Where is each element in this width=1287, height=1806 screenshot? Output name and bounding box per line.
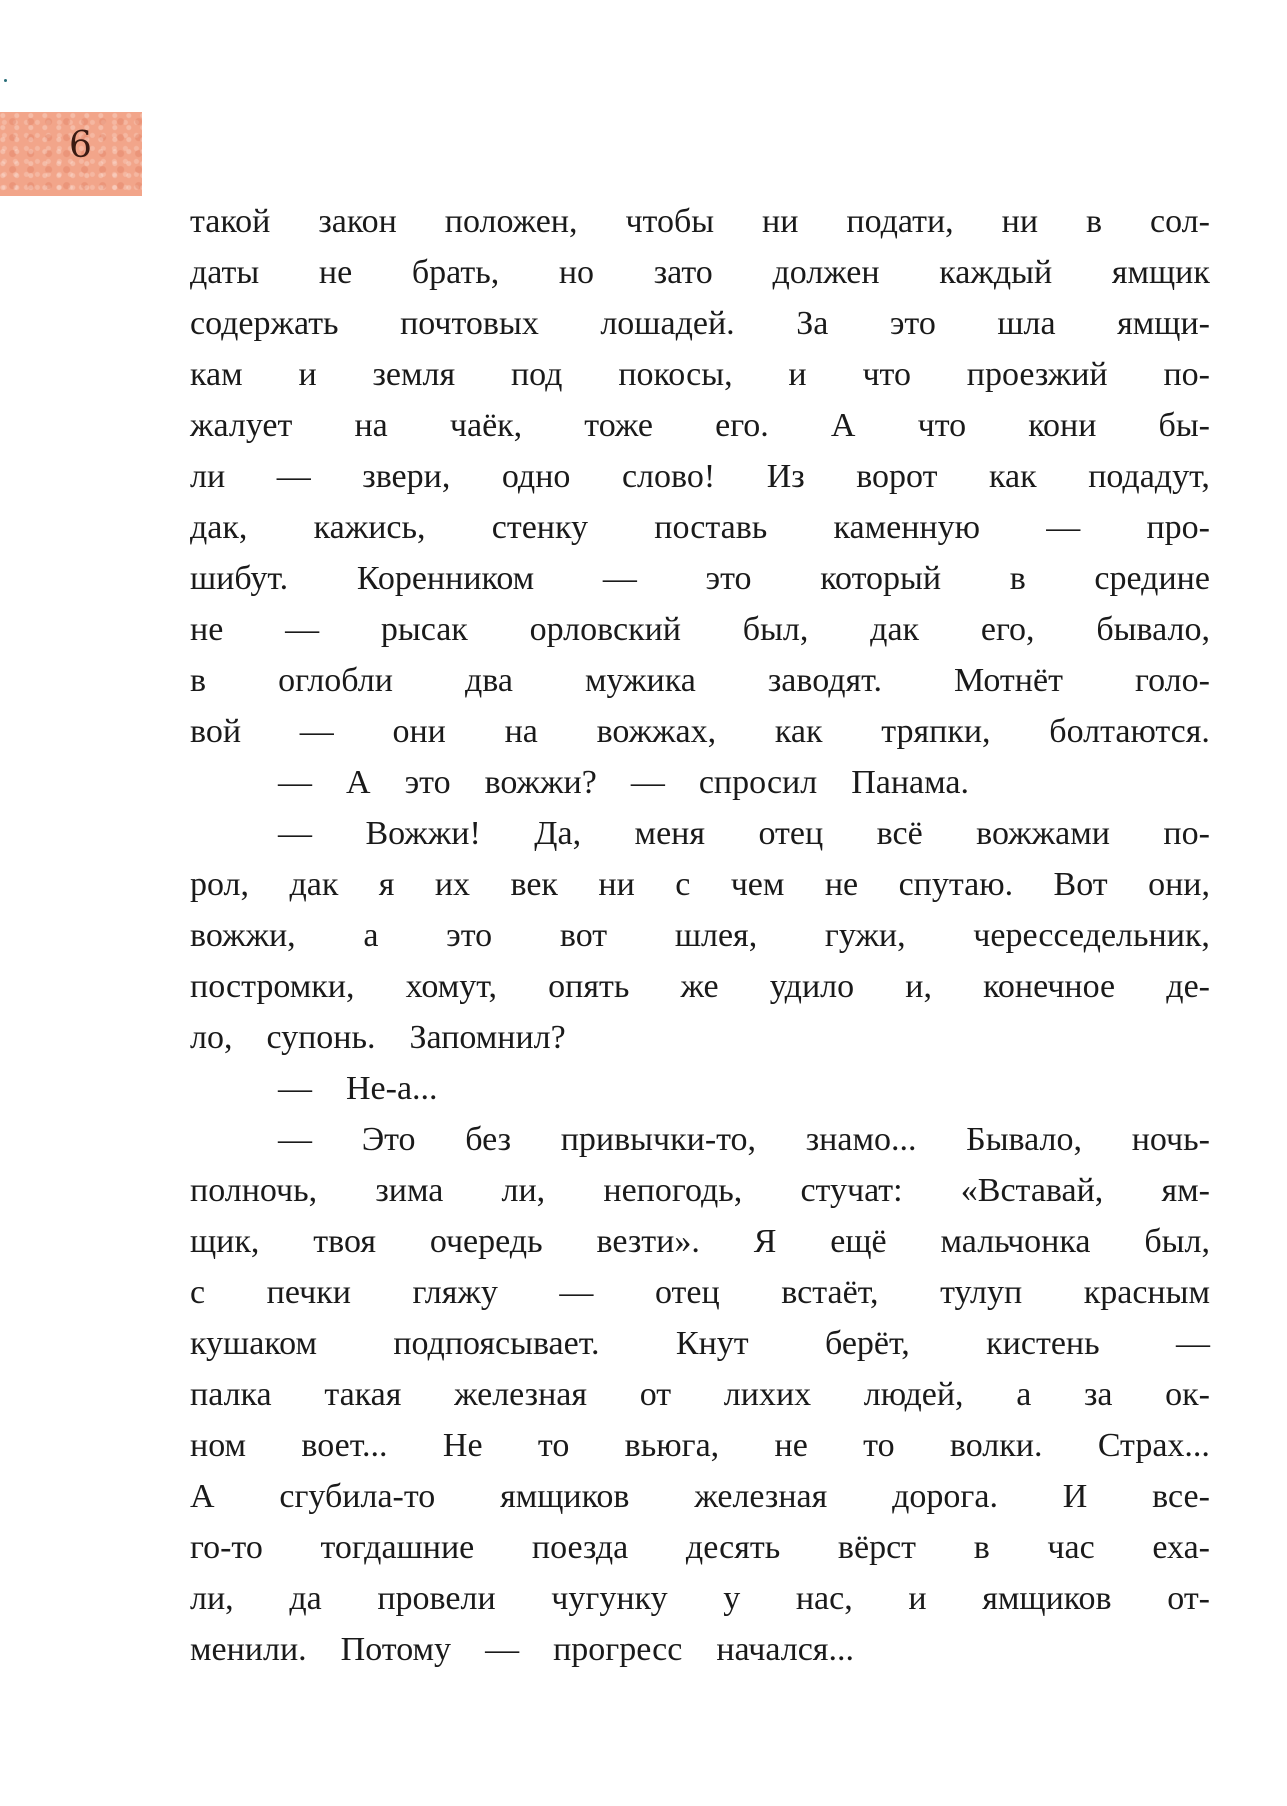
text-word: волки. [949,1427,1043,1464]
text-word: на [504,713,538,750]
text-word: про- [1146,509,1210,546]
text-word: в [190,662,207,699]
text-word: вожжами [976,815,1110,852]
text-word: на [354,407,388,444]
text-word: не [190,611,224,648]
text-word: — [1175,1325,1210,1362]
text-word: встаёт, [781,1274,879,1311]
text-word: — [278,1121,312,1158]
text-word: менили. [190,1631,307,1668]
text-word: гужи, [824,917,906,954]
text-word: а [363,917,379,954]
text-line [190,655,1210,706]
text-word: спутаю. [898,866,1014,903]
text-line [190,1165,1210,1216]
text-word: но [558,254,595,291]
text-word: поезда [531,1529,629,1566]
text-word: одно [501,458,571,495]
text-word: рол, [190,866,250,903]
text-word: что [917,407,967,444]
text-word: твоя [313,1223,376,1260]
text-line [190,1114,1210,1165]
text-word: подпоясывает. [393,1325,600,1362]
text-word: был, [1144,1223,1210,1260]
text-line [190,502,1210,553]
text-word: — [285,611,320,648]
text-word: зато [653,254,713,291]
text-word: ямщиков [982,1580,1112,1617]
text-word: Из [766,458,805,495]
text-word: от- [1167,1580,1210,1617]
text-word: мужика [584,662,696,699]
text-word: их [434,866,471,903]
text-word: отец [758,815,824,852]
text-word: болтаются. [1049,713,1210,750]
text-word: тряпки, [881,713,991,750]
text-word: его, [980,611,1035,648]
text-word: не [824,866,859,903]
text-word: Не [442,1427,483,1464]
text-word: звери, [362,458,451,495]
text-word: ворот [856,458,938,495]
text-word: кам [190,356,243,393]
text-word: поставь [654,509,768,546]
text-word: де- [1166,968,1210,1005]
text-word: все- [1152,1478,1210,1515]
text-word: каменную [833,509,981,546]
text-line [190,706,1210,757]
text-line [190,1369,1210,1420]
text-word: ни [1001,203,1039,240]
text-word: два [464,662,513,699]
text-word: еха- [1152,1529,1210,1566]
text-word: земля [372,356,456,393]
text-word: красным [1083,1274,1210,1311]
text-word: шлея, [674,917,758,954]
text-word: палка [190,1376,272,1413]
text-word: как [774,713,823,750]
text-word: тоже [584,407,653,444]
text-word: под [510,356,563,393]
text-word: с [675,866,691,903]
text-word: бы- [1158,407,1210,444]
text-line [190,1573,1210,1624]
text-word: постромки, [190,968,355,1005]
text-word: даты [190,254,260,291]
text-word: людей, [863,1376,964,1413]
text-word: десять [685,1529,781,1566]
text-word: это [705,560,752,597]
text-word: Панама. [851,764,970,801]
text-word: такая [324,1376,402,1413]
text-word: Страх... [1097,1427,1210,1464]
text-word: и [298,356,317,393]
text-word: ок- [1165,1376,1210,1413]
text-word: щик, [190,1223,260,1260]
text-word: вёрст [837,1529,917,1566]
text-line [190,247,1210,298]
text-word: без [465,1121,512,1158]
text-word: да [289,1580,322,1617]
text-word: они, [1148,866,1210,903]
text-word: ни [598,866,635,903]
text-word: тулуп [940,1274,1023,1311]
text-word: то [863,1427,895,1464]
text-word: у [723,1580,741,1617]
text-word: я [378,866,395,903]
text-word: воет... [301,1427,388,1464]
text-word: лошадей. [600,305,735,342]
text-word: — [559,1274,594,1311]
text-line [190,1624,1210,1675]
text-word: закон [318,203,397,240]
text-word: чтобы [625,203,715,240]
text-word: — [278,1070,312,1107]
text-word: ночь- [1131,1121,1210,1158]
text-word: ном [190,1427,247,1464]
text-word: это [404,764,451,801]
text-word: Запомнил? [409,1019,566,1056]
text-word: почтовых [400,305,539,342]
text-word: его. [715,407,769,444]
text-word: ли, [501,1172,546,1209]
text-word: положен, [444,203,578,240]
text-word: чересседельник, [973,917,1210,954]
text-word: Бывало, [966,1121,1083,1158]
text-line [190,859,1210,910]
text-word: голо- [1134,662,1210,699]
text-word: вожжах, [596,713,717,750]
text-word: по- [1163,815,1210,852]
text-word: жалует [190,407,293,444]
text-word: привычки-то, [560,1121,757,1158]
text-word: кистень [986,1325,1100,1362]
text-word: стучат: [800,1172,903,1209]
text-word: ло, [190,1019,233,1056]
text-word: И [1062,1478,1088,1515]
text-word: сгубила-то [279,1478,436,1515]
text-word: чем [730,866,785,903]
corner-dot [4,79,7,82]
text-word: вьюга, [624,1427,720,1464]
text-line [190,553,1210,604]
text-word: — [299,713,334,750]
text-word: ли [190,458,226,495]
text-word: в [1009,560,1026,597]
text-word: ям- [1161,1172,1210,1209]
text-word: конечное [983,968,1116,1005]
page-number: 6 [69,125,92,166]
text-word: везти». [596,1223,700,1260]
text-word: — [630,764,665,801]
text-word: меня [634,815,705,852]
text-word: кони [1028,407,1097,444]
text-word: ни [762,203,799,240]
text-word: а [1016,1376,1032,1413]
text-word: покосы, [618,356,733,393]
text-line [190,1522,1210,1573]
text-word: кушаком [190,1325,317,1362]
text-word: начался... [716,1631,854,1668]
text-word: печки [266,1274,351,1311]
text-word: го-то [190,1529,263,1566]
text-word: Я [753,1223,777,1260]
text-word: не [318,254,353,291]
text-word: как [989,458,1037,495]
text-word: должен [772,254,880,291]
text-word: дак [289,866,339,903]
text-word: век [510,866,558,903]
text-word: ли, [190,1580,234,1617]
text-word: оглобли [278,662,393,699]
text-word: в [973,1529,990,1566]
text-line [190,451,1210,502]
text-word: тогдашние [320,1529,475,1566]
text-line [190,1318,1210,1369]
text-word: в [1085,203,1103,240]
text-word: шла [997,305,1056,342]
text-word: А [190,1478,215,1515]
text-word: отец [655,1274,720,1311]
text-word: вой [190,713,242,750]
text-line [190,1420,1210,1471]
text-word: кажись, [313,509,426,546]
text-line [190,298,1210,349]
text-word: же [680,968,719,1005]
text-word: от [639,1376,672,1413]
text-word: и [908,1580,927,1617]
text-word: — [485,1631,520,1668]
text-word: час [1047,1529,1095,1566]
text-word: «Вставай, [960,1172,1104,1209]
text-line [190,1471,1210,1522]
text-word: знамо... [805,1121,917,1158]
text-word: чаёк, [449,407,523,444]
text-word: берёт, [824,1325,910,1362]
text-word: Коренником [356,560,535,597]
text-word: — [276,458,311,495]
text-word: — [1046,509,1081,546]
text-word: удило [769,968,855,1005]
text-word: бывало, [1096,611,1210,648]
text-word: дак, [190,509,248,546]
text-word: спросил [698,764,818,801]
text-word: содержать [190,305,339,342]
text-word: железная [694,1478,828,1515]
text-word: то [537,1427,570,1464]
text-word: чугунку [551,1580,668,1617]
text-word: — [278,764,312,801]
text-word: с [190,1274,206,1311]
text-word: сол- [1149,203,1210,240]
text-word: прогресс [553,1631,683,1668]
text-word: рысак [380,611,468,648]
text-word: За [796,305,829,342]
text-word: зима [375,1172,444,1209]
text-word: всё [876,815,923,852]
text-word: нас, [795,1580,853,1617]
text-word: Мотнёт [954,662,1063,699]
text-word: который [820,560,942,597]
text-word: слово! [621,458,716,495]
text-line [190,604,1210,655]
text-word: хомут, [405,968,498,1005]
text-word: это [889,305,936,342]
text-line [190,349,1210,400]
text-word: Вот [1053,866,1108,903]
text-word: заводят. [767,662,882,699]
text-word: средине [1094,560,1210,597]
text-line [190,1216,1210,1267]
text-word: вожжи, [190,917,296,954]
body-text [190,196,1210,1675]
text-word: ещё [830,1223,887,1260]
text-line [190,1063,1210,1114]
text-word: дорога. [892,1478,998,1515]
text-word: мальчонка [940,1223,1091,1260]
text-word: лихих [723,1376,812,1413]
text-word: ямщи- [1117,305,1210,342]
text-word: это [446,917,493,954]
text-word: А [346,764,371,801]
text-word: за [1083,1376,1113,1413]
text-word: по- [1163,356,1210,393]
text-word: Не-а... [346,1070,438,1107]
text-word: очередь [429,1223,543,1260]
text-word: Это [361,1121,416,1158]
text-word: — [278,815,312,852]
text-word: Вожжи! [365,815,481,852]
text-word: и [788,356,807,393]
text-line [190,961,1210,1012]
text-line [190,910,1210,961]
text-word: железная [454,1376,588,1413]
text-word: опять [548,968,630,1005]
text-word: провели [377,1580,496,1617]
text-word: был, [742,611,809,648]
text-word: брать, [411,254,500,291]
text-word: непогодь, [603,1172,743,1209]
text-word: супонь. [266,1019,376,1056]
text-word: гляжу [412,1274,498,1311]
text-word: вот [559,917,608,954]
text-line [190,1267,1210,1318]
text-line [190,808,1210,859]
text-word: подадут, [1088,458,1210,495]
text-word: подати, [846,203,954,240]
text-word: и, [905,968,932,1005]
text-line [190,400,1210,451]
text-word: полночь, [190,1172,318,1209]
text-word: шибут. [190,560,289,597]
text-word: вожжи? [484,764,597,801]
text-word: дак [870,611,920,648]
text-word: ямщиков [500,1478,630,1515]
text-word: орловский [529,611,681,648]
text-line [190,196,1210,247]
text-line [190,1012,1210,1063]
text-word: стенку [491,509,589,546]
text-word: ямщик [1111,254,1210,291]
text-word: не [774,1427,808,1464]
text-word: что [862,356,911,393]
text-word: проезжий [966,356,1108,393]
text-word: — [602,560,637,597]
text-word: Потому [340,1631,452,1668]
text-word: Да, [534,815,582,852]
text-word: они [392,713,446,750]
text-word: такой [190,203,271,240]
text-word: Кнут [675,1325,749,1362]
text-word: каждый [939,254,1053,291]
text-word: А [830,407,856,444]
text-line [190,757,1210,808]
